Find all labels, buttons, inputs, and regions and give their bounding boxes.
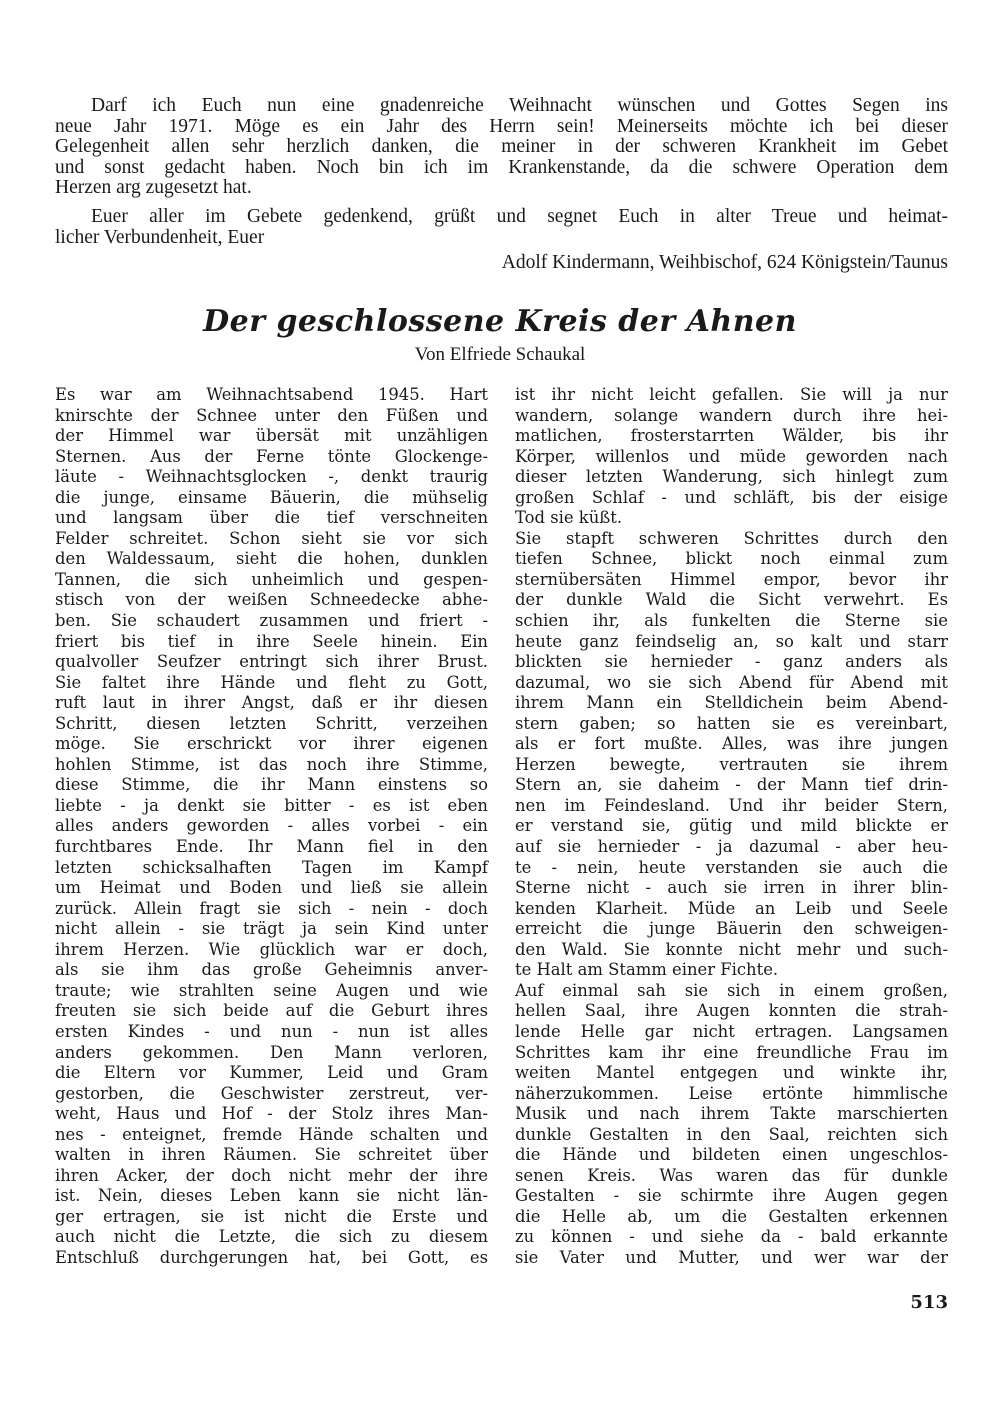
text-line: die Eltern vor Kummer, Leid und Gram <box>55 1063 488 1083</box>
text-line: Sie faltet ihre Hände und fleht zu Gott, <box>55 672 488 692</box>
text-line: lende Helle gar nicht ertragen. Langsamen <box>515 1021 948 1041</box>
text-line: Sterne nicht - auch sie irren in ihrer blin- <box>515 878 948 898</box>
text-line: wandern, solange wandern durch ihre hei- <box>515 405 948 425</box>
text-line: Es war am Weihnachtsabend 1945. Hart <box>55 385 488 404</box>
text-line: ist ihr nicht leicht gefallen. Sie will ja nur <box>515 385 948 404</box>
text-line: sie Vater und Mutter, und wer war der <box>515 1247 948 1267</box>
text-line: nen im Feindesland. Und ihr beider Stern, <box>515 795 948 815</box>
text-line: furchtbares Ende. Ihr Mann fiel in den <box>55 837 488 857</box>
text-line: tiefen Schnee, blickt noch einmal zum <box>515 549 948 569</box>
article-byline: Von Elfriede Schaukal <box>414 344 586 365</box>
text-line: näherzukommen. Leise ertönte himmlische <box>515 1083 948 1103</box>
text-line: dieser letzten Wanderung, sich hinlegt zum <box>515 467 948 487</box>
text-line: licher Verbundenheit, Euer <box>55 226 265 248</box>
text-line: weht, Haus und Hof - der Stolz ihres Man- <box>55 1104 488 1124</box>
text-line: te Halt am Stamm einer Fichte. <box>515 960 779 980</box>
text-line: um Heimat und Boden und ließ sie allein <box>55 878 488 898</box>
text-line: diese Stimme, die ihr Mann einstens so <box>55 775 488 795</box>
article-column-left <box>55 385 488 1269</box>
text-line: stisch von der weißen Schneedecke abhe- <box>55 590 488 610</box>
text-line: qualvoller Seufzer entringt sich ihrer Brust. <box>55 652 488 672</box>
text-line: er verstand sie, gütig und mild blickte er <box>515 816 948 836</box>
text-line: alles anders geworden - alles vorbei - ein <box>55 816 488 836</box>
text-line: den Waldessaum, sieht die hohen, dunklen <box>55 549 488 569</box>
text-line: ihren Acker, der doch nicht mehr der ihre <box>55 1165 488 1185</box>
text-line: die junge, einsame Bäuerin, die mühselig <box>55 487 488 507</box>
text-line: Sternen. Aus der Ferne tönte Glockenge- <box>55 446 488 466</box>
letter-signature: Adolf Kindermann, Weihbischof, 624 Königstein/Taunus <box>501 252 948 273</box>
text-line: als er fort mußte. Alles, was ihre jungen <box>515 734 948 754</box>
text-line: Schrittes kam ihr eine freundliche Frau im <box>515 1042 948 1062</box>
text-line: nicht allein - sie trägt ja sein Kind unter <box>55 919 488 939</box>
text-line: neue Jahr 1971. Möge es ein Jahr des Herrn sein! Meinerseits möchte ich bei dieser <box>55 115 948 137</box>
page-number: 513 <box>910 1292 948 1313</box>
text-line: ersten Kindes - und nun - nun ist alles <box>55 1021 488 1041</box>
text-line: läute - Weihnachtsglocken -, denkt traurig <box>55 467 488 487</box>
text-line: Gestalten - sie schirmte ihre Augen gegen <box>515 1186 948 1206</box>
text-line: Auf einmal sah sie sich in einem großen, <box>515 980 948 1000</box>
text-line: liebte - ja denkt sie bitter - es ist eben <box>55 795 488 815</box>
text-line: friert bis tief in ihre Seele hinein. Ein <box>55 631 488 651</box>
text-line: zu können - und siehe da - bald erkannte <box>515 1227 948 1247</box>
text-line: ger ertragen, sie ist nicht die Erste und <box>55 1206 488 1226</box>
text-line: auch nicht die Letzte, die sich zu diesem <box>55 1227 488 1247</box>
text-line: die Hände und bildeten einen ungeschlos- <box>515 1145 948 1165</box>
text-line: stern gaben; so hatten sie es vereinbart, <box>515 713 948 733</box>
text-line: sternübersäten Himmel empor, bevor ihr <box>515 569 948 589</box>
text-line: Herzen bewegte, vertrauten sie ihrem <box>515 754 948 774</box>
article-column-right <box>515 385 948 1269</box>
text-line: matlichen, frosterstarrten Wälder, bis ihr <box>515 426 948 446</box>
text-line: den Wald. Sie konnte nicht mehr und such- <box>515 939 948 959</box>
text-line: Gelegenheit allen sehr herzlich danken, die meiner in der schweren Krankheit im Gebet <box>55 136 948 158</box>
text-line: ihrem Mann ein Stelldichein beim Abend- <box>515 693 948 713</box>
text-line: heute ganz feindselig an, so kalt und starr <box>515 631 948 651</box>
text-line: gestorben, die Geschwister zerstreut, ver- <box>55 1083 488 1103</box>
text-line: Darf ich Euch nun eine gnadenreiche Weihnacht wünschen und Gottes Segen ins <box>91 95 948 116</box>
text-line: walten in ihren Räumen. Sie schreitet über <box>55 1145 488 1165</box>
text-line: Musik und nach ihrem Takte marschierten <box>515 1104 948 1124</box>
text-line: Tod sie küßt. <box>515 508 623 528</box>
text-line: erreicht die junge Bäuerin den schweigen- <box>515 919 948 939</box>
text-line: Stern an, sie daheim - der Mann tief drin- <box>515 775 948 795</box>
text-line: traute; wie strahlten seine Augen und wie <box>55 980 488 1000</box>
text-line: großen Schlaf - und schläft, bis der eisige <box>515 487 948 507</box>
text-line: kenden Klarheit. Müde an Leib und Seele <box>515 898 948 918</box>
text-line: knirschte der Schnee unter den Füßen und <box>55 405 488 425</box>
text-line: te - nein, heute verstanden sie auch die <box>515 857 948 877</box>
text-line: ben. Sie schaudert zusammen und friert - <box>55 611 488 631</box>
text-line: dunkle Gestalten in den Saal, reichten sich <box>515 1124 948 1144</box>
text-line: und sonst gedacht haben. Noch bin ich im Krankenstande, da die schwere Operation dem <box>55 156 948 178</box>
text-line: Schritt, diesen letzten Schritt, verzeihen <box>55 713 488 733</box>
intro-letter <box>55 96 948 248</box>
text-line: Entschluß durchgerungen hat, bei Gott, es <box>55 1247 488 1267</box>
text-line: der Himmel war übersät mit unzähligen <box>55 426 488 446</box>
text-line: blickten sie hernieder - ganz anders als <box>515 652 948 672</box>
text-line: Herzen arg zugesetzt hat. <box>55 177 252 199</box>
text-line: zurück. Allein fragt sie sich - nein - doch <box>55 898 488 918</box>
text-line: freuten sie sich beide auf die Geburt ihres <box>55 1001 488 1021</box>
article-title: Der geschlossene Kreis der Ahnen <box>203 304 797 339</box>
text-line: anders gekommen. Den Mann verloren, <box>55 1042 488 1062</box>
text-line: hellen Saal, ihre Augen konnten die strah- <box>515 1001 948 1021</box>
text-line: letzten schicksalhaften Tagen im Kampf <box>55 857 488 877</box>
text-line: Tannen, die sich unheimlich und gespen- <box>55 569 488 589</box>
text-line: die Helle ab, um die Gestalten erkennen <box>515 1206 948 1226</box>
text-line: möge. Sie erschrickt vor ihrer eigenen <box>55 734 488 754</box>
text-line: senen Kreis. Was waren das für dunkle <box>515 1165 948 1185</box>
text-line: als sie ihm das große Geheimnis anver- <box>55 960 488 980</box>
text-line: Körper, willenlos und müde geworden nach <box>515 446 948 466</box>
text-line: hohlen Stimme, ist das noch ihre Stimme, <box>55 754 488 774</box>
text-line: dazumal, wo sie sich Abend für Abend mit <box>515 672 948 692</box>
text-line: ruft laut in ihrer Angst, daß er ihr diesen <box>55 693 488 713</box>
text-line: weiten Mantel entgegen und winkte ihr, <box>515 1063 948 1083</box>
text-line: nes - enteignet, fremde Hände schalten und <box>55 1124 488 1144</box>
text-line: Euer aller im Gebete gedenkend, grüßt und segnet Euch in alter Treue und heimat- <box>91 205 948 227</box>
text-line: und langsam über die tief verschneiten <box>55 508 488 528</box>
text-line: auf sie hernieder - ja dazumal - aber heu- <box>515 837 948 857</box>
text-line: ist. Nein, dieses Leben kann sie nicht län- <box>55 1186 488 1206</box>
text-line: schien ihr, als funkelten die Sterne sie <box>515 611 948 631</box>
text-line: Felder schreitet. Schon sieht sie vor sich <box>55 528 488 548</box>
text-line: ihrem Herzen. Wie glücklich war er doch, <box>55 939 488 959</box>
text-line: Sie stapft schweren Schrittes durch den <box>515 528 948 548</box>
text-line: der dunkle Wald die Sicht verwehrt. Es <box>515 590 948 610</box>
